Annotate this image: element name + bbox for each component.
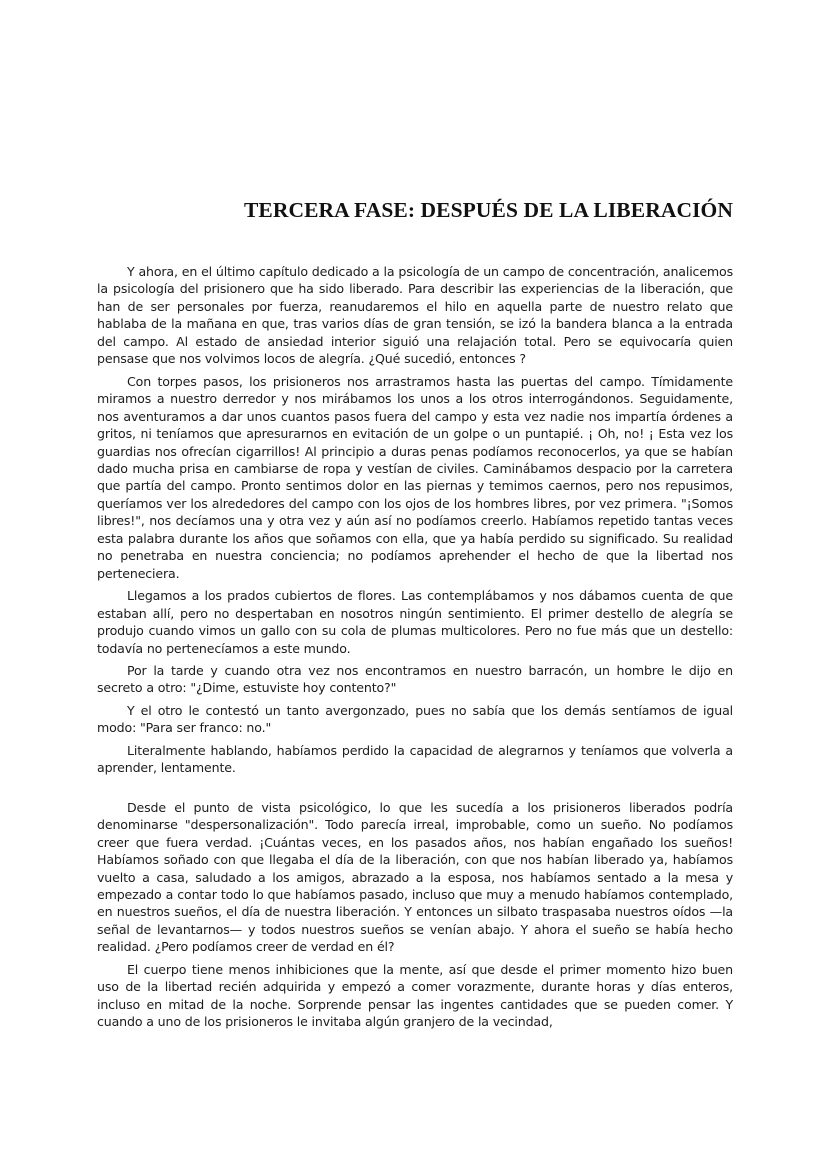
paragraph: Con torpes pasos, los prisioneros nos arrastramos hasta las puertas del campo. Tímidamente miramos a nuestro derredor y nos mirábamos los unos a los otros interrogándonos. Seguidamente, nos aventuramos a dar unos cuantos pasos fuera del campo y esta vez nadie nos impartía órdenes a gritos, ni teníamos que apresurarnos en evitación de un golpe o un puntapié. ¡ Oh, no! ¡ Esta vez los guardias nos ofrecían cigarrillos! Al principio a duras penas podíamos reconocerlos, ya que se habían dado mucha prisa en cambiarse de ropa y vestían de civiles. Caminábamos despacio por la carretera que partía del campo. Pronto sentimos dolor en las piernas y temimos caernos, pero nos repusimos, queríamos ver los alrededores del campo con los ojos de los hombres libres, por vez primera. "¡Somos libres!", nos decíamos una y otra vez y aún así no podíamos creerlo. Habíamos repetido tantas veces esta palabra durante los años que soñamos con ella, que ya había perdido su significado. Su realidad no penetraba en nuestra conciencia; no podíamos aprehender el hecho de que la libertad nos perteneciera. — [97, 373, 733, 581]
chapter-title: TERCERA FASE: DESPUÉS DE LA LIBERACIÓN — [243, 198, 733, 222]
paragraph: Y ahora, en el último capítulo dedicado a la psicología de un campo de concentración, analicemos la psicología del prisionero que ha sido liberado. Para describir las experiencias de la liberación, que han de ser personales por fuerza, reanudaremos el hilo en aquella parte de nuestro relato que hablaba de la mañana en que, tras varios días de gran tensión, se izó la bandera blanca a la entrada del campo. Al estado de ansiedad interior siguió una relajación total. Pero se equivocaría quien pensase que nos volvimos locos de alegría. ¿Qué sucedió, entonces ? — [97, 264, 733, 367]
paragraph: Y el otro le contestó un tanto avergonzado, pues no sabía que los demás sentíamos de igual modo: "Para ser franco: no." — [97, 702, 733, 736]
paragraph: Por la tarde y cuando otra vez nos encontramos en nuestro barracón, un hombre le dijo en secreto a otro: "¿Dime, estuviste hoy contento?" — [97, 662, 733, 696]
body-text — [97, 263, 733, 1036]
paragraph: Literalmente hablando, habíamos perdido la capacidad de alegrarnos y teníamos que volverla a aprender, lentamente. — [97, 742, 733, 776]
paragraph: El cuerpo tiene menos inhibiciones que la mente, así que desde el primer momento hizo buen uso de la libertad recién adquirida y empezó a comer vorazmente, durante horas y días enteros, incluso en mitad de la noche. Sorprende pensar las ingentes cantidades que se pueden comer. Y cuando a uno de los prisioneros le invitaba algún granjero de la vecindad, — [97, 961, 733, 1030]
paragraph: Desde el punto de vista psicológico, lo que les sucedía a los prisioneros liberados podría denominarse "despersonalización". Todo parecía irreal, improbable, como un sueño. No podíamos creer que fuera verdad. ¡Cuántas veces, en los pasados años, nos habían engañado los sueños! Habíamos soñado con que llegaba el día de la liberación, con que nos habían liberado ya, habíamos vuelto a casa, saludado a los amigos, abrazado a la esposa, nos habíamos sentado a la mesa y empezado a contar todo lo que habíamos pasado, incluso que muy a menudo habíamos contemplado, en nuestros sueños, el día de nuestra liberación. Y entonces un silbato traspasaba nuestros oídos —la señal de levantarnos— y todos nuestros sueños se venían abajo. Y ahora el sueño se había hecho realidad. ¿Pero podíamos creer de verdad en él? — [97, 799, 733, 955]
paragraph: Llegamos a los prados cubiertos de flores. Las contemplábamos y nos dábamos cuenta de que estaban allí, pero no despertaban en nosotros ningún sentimiento. El primer destello de alegría se produjo cuando vimos un gallo con su cola de plumas multicolores. Pero no fue más que un destello: todavía no pertenecíamos a este mundo. — [97, 588, 733, 656]
